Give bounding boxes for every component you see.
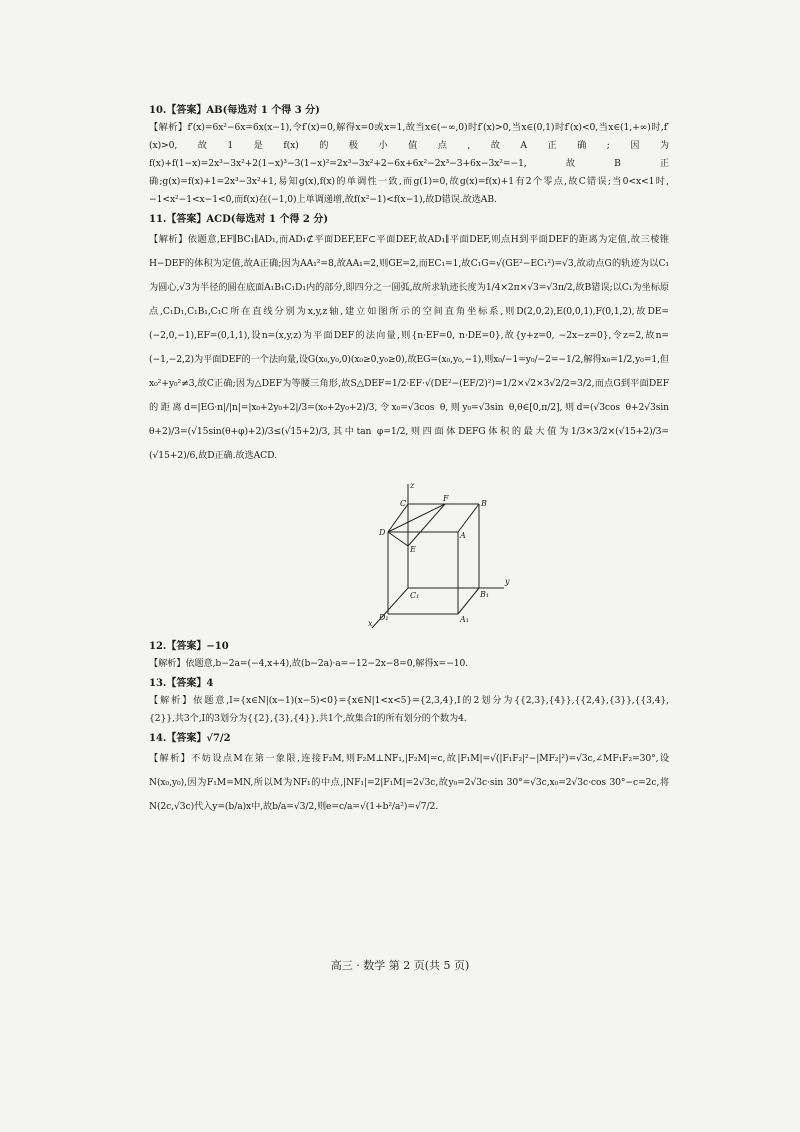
x-axis <box>372 588 408 628</box>
q10-analysis: 【解析】f′(x)=6x²−6x=6x(x−1),令f′(x)=0,解得x=0或x=1,故当x∈(−∞,0)时f′(x)>0,当x∈(0,1)时f′(x)<0,当x∈(1,+∞)时,f′(x)>0,故1是f(x)的极小值点,故A正确;因为f(x)+f(1−x)=2x³−3x²+2(1−x)³−3(1−x)²=2x³−3x²+2−6x+6x²−2x³−3+6x−3x²=−1,故B正确;g(x)=f(x)+1=2x³−3x²+1,易知g(x),f(x)的单调性一致,而g(1)=0,故g(x)=f(x)+1有2个零点,故C错误;当0<x<1时,−1<x²−1<x−1<0,而f(x)在(−1,0)上单调递增,故f(x²−1)<f(x−1),故D错误.故选AB. <box>149 122 669 205</box>
question-14 <box>149 730 669 819</box>
label-y: y <box>505 577 510 586</box>
q10-answer: 10.【答案】AB(每选对 1 个得 3 分) <box>149 105 320 116</box>
label-C: C <box>400 499 407 508</box>
page-content <box>149 100 669 819</box>
label-B1: B₁ <box>480 590 490 599</box>
q14-analysis: 【解析】不妨设点M在第一象限,连接F₂M,则F₂M⊥NF₁,|F₂M|=c,故|F₁M|=√(|F₁F₂|²−|MF₂|²)=√3c,∠MF₁F₂=30°,设N(x₀,y₀),因为F₁M=MN,所以M为NF₁的中点,|NF₁|=2|F₁M|=2√3c,故y₀=2√3c·sin 30°=√3c,x₀=2√3c·cos 30°−c=2c,将N(2c,√3c)代入y=(b/a)x中,故b/a=√3/2,则e=c/a=√(1+b²/a²)=√7/2. <box>149 753 669 812</box>
q13-answer: 13.【答案】4 <box>149 678 214 689</box>
label-D: D <box>379 528 386 537</box>
question-12 <box>149 638 669 673</box>
q14-answer: 14.【答案】√7/2 <box>149 733 231 744</box>
page-footer: 高三 · 数学 第 2 页(共 5 页) <box>330 959 470 972</box>
label-E: E <box>410 545 416 554</box>
label-F: F <box>443 494 449 503</box>
question-11 <box>149 211 669 468</box>
q13-analysis: 【解析】依题意,I={x∈N|(x−1)(x−5)<0}={x∈N|1<x<5}={2,3,4},I的2划分为{{2,3},{4}},{{2,4},{3}},{{3,4},{2}},共3个,I的3划分为{{2},{3},{4}},共1个,故集合I的所有划分的个数为4. <box>149 695 669 724</box>
q11-answer: 11.【答案】ACD(每选对 1 个得 2 分) <box>149 214 329 225</box>
label-C1: C₁ <box>410 591 420 600</box>
label-z: z <box>410 481 415 490</box>
cube-figure <box>364 480 524 630</box>
label-B: B <box>481 499 487 508</box>
label-A: A <box>460 531 466 540</box>
q12-answer: 12.【答案】−10 <box>149 641 229 652</box>
q11-analysis: 【解析】依题意,EF∥BC₁∥AD₁,而AD₁⊄平面DEF,EF⊂平面DEF,故AD₁∥平面DEF,则点H到平面DEF的距离为定值,故三棱锥H−DEF的体积为定值,故A正确;因为AA₁²=8,故AA₁=2,则GE=2,而EC₁=1,故C₁G=√(GE²−EC₁²)=√3,故动点G的轨迹为以C₁为圆心,√3为半径的圆在底面A₁B₁C₁D₁内的部分,即四分之一圆弧,故所求轨迹长度为1/4×2π×√3=√3π/2,故B错误;以C₁为坐标原点,C₁D₁,C₁B₁,C₁C所在直线分别为x,y,z轴,建立如图所示的空间直角坐标系,则D(2,0,2),E(0,0,1),F(0,1,2),故DE=(−2,0,−1),EF=(0,1,1),设n=(x,y,z)为平面DEF的法向量,则{n·EF=0, n·DE=0},故{y+z=0, −2x−z=0},令z=2,故n=(−1,−2,2)为平面DEF的一个法向量,设G(x₀,y₀,0)(x₀≥0,y₀≥0),故EG=(x₀,y₀,−1),则x₀/−1=y₀/−2=−1/2,解得x₀=1/2,y₀=1,但x₀²+y₀²≠3,故C正确;因为△DEF为等腰三角形,故S△DEF=1/2·EF·√(DE²−(EF/2)²)=1/2×√2×3√2/2=3/2,而点G到平面DEF的距离d=|EG·n|/|n|=|x₀+2y₀+2|/3=(x₀+2y₀+2)/3,令x₀=√3cos θ,则y₀=√3sin θ,θ∈[0,π/2],则d=(√3cos θ+2√3sin θ+2)/3=(√15sin(θ+φ)+2)/3≤(√15+2)/3,其中tan φ=1/2,则四面体DEFG体积的最大值为1/3×3/2×(√15+2)/3=(√15+2)/6,故D正确.故选ACD. <box>149 234 669 461</box>
label-A1: A₁ <box>460 615 469 624</box>
q12-analysis: 【解析】依题意,b−2a=(−4,x+4),故(b−2a)·a=−12−2x−8=0,解得x=−10. <box>149 658 469 669</box>
label-x: x <box>368 619 373 628</box>
question-13 <box>149 675 669 728</box>
label-D1: D₁ <box>379 613 389 622</box>
question-10 <box>149 102 669 209</box>
